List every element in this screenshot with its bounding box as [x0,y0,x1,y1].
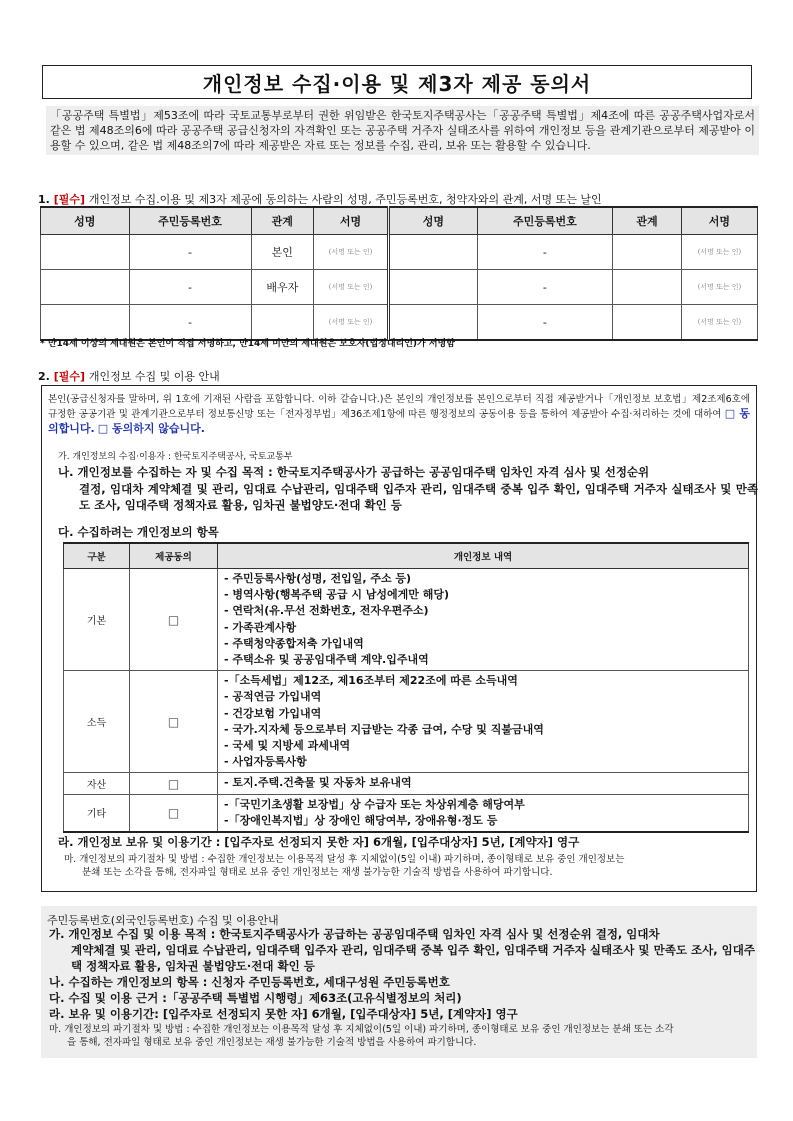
name-field[interactable] [389,270,478,305]
signature-table [40,206,758,341]
list-item: -「소득세법」제12조, 제16조부터 제22조에 따른 소득내역 [224,674,518,688]
list-item: - 국가.지자체 등으로부터 지급받는 각종 급여, 수당 및 직불금내역 [224,722,544,736]
signature-table-header [41,207,758,235]
rrn-field[interactable]: - [477,235,612,270]
page-title: 개인정보 수집·이용 및 제3자 제공 동의서 [42,65,752,99]
name-field[interactable] [41,235,130,270]
items-row-assets [64,773,749,794]
section2-required-tag: [필수] [53,370,85,383]
list-item: - 주민등록사항(성명, 전입일, 주소 등) [224,572,412,585]
rrn-notice-title: 주민등록번호(외국인등록번호) 수집 및 이용안내 [47,914,279,927]
section2-text: 개인정보 수집 및 이용 안내 [88,370,220,383]
consent-intro [48,393,750,437]
category-label: 기본 [64,569,130,671]
consent-intro-text: 본인(공급신청자를 말하며, 위 1호에 기재된 사람을 포함합니다. 이하 같습니다.)은 본인의 개인정보를 본인으로부터 직접 제공받거나「개인정보 보호법」제2조제6호에 규정한 공공기관 및 관계기관으로부터 정보통신망 또는「전자정부법」제36조제1항에 따른 행정정보의 공동이용 등을 통하여 제공받아 수집·처리하는 것에 대하여 [48,394,750,420]
signature-row [41,270,758,305]
header-name: 성명 [389,207,478,235]
list-item: - 주택청약종합저축 가입내역 [224,636,364,650]
header-rrn: 주민등록번호 [129,207,251,235]
name-field[interactable] [389,235,478,270]
header-relation: 관계 [613,207,682,235]
list-item: - 공적연금 가입내역 [224,690,322,704]
relation-field[interactable]: 배우자 [251,270,314,305]
header-signature: 서명 [314,207,389,235]
category-label: 기타 [64,794,130,832]
retention-period: 라. 개인정보 보유 및 이용기간 : [입주자로 선정되지 못한 자] 6개월, [입주대상자] 5년, [계약자] 영구 [58,835,580,849]
destruction-line: 마. 개인정보의 파기절차 및 방법 : 수집한 개인정보는 이용목적 달성 후 지체없이(5일 이내) 파기하며, 종이형태로 보유 중인 개인정보는 [64,854,625,865]
rrn-legal-basis: 다. 수집 및 이용 근거 :「공공주택 특별법 시행령」제63조(고유식별정보의 처리) [49,991,462,1005]
header-name: 성명 [41,207,130,235]
list-item: - 병역사항(행복주택 공급 시 남성에게만 해당) [224,588,450,602]
relation-field[interactable] [251,305,314,341]
relation-field[interactable] [613,270,682,305]
purpose-paragraph [58,464,758,514]
consent-checkbox[interactable]: □ [130,671,218,773]
header-relation: 관계 [251,207,314,235]
signature-row [41,305,758,341]
name-field[interactable] [41,270,130,305]
rrn-field[interactable]: - [477,270,612,305]
header-category: 구분 [64,543,130,569]
list-item: - 건강보험 가입내역 [224,706,322,720]
section1-required-tag: [필수] [53,193,85,206]
rrn-purpose-line: 가. 개인정보 수집 및 이용 목적 : 한국토지주택공사가 공급하는 공공임대주택 임차인 자격 심사 및 선정순위 결정, 임대차 [49,927,660,941]
rrn-items: 나. 수집하는 개인정보의 항목 : 신청자 주민등록번호, 세대구성원 주민등록번호 [49,975,450,989]
signature-field[interactable]: (서명 또는 인) [314,270,389,305]
header-details: 개인정보 내역 [218,543,749,569]
collector-line: 가. 개인정보의 수집·이용자 : 한국토지주택공사, 국토교통부 [58,452,293,462]
consent-checkbox[interactable]: □ [130,569,218,671]
rrn-field[interactable]: - [129,305,251,341]
list-item: - 가족관계사항 [224,620,297,634]
destruction-method [64,853,750,879]
category-label: 소득 [64,671,130,773]
rrn-retention: 라. 보유 및 이용기간: [입주자로 선정되지 못한 자] 6개월, [입주대상자] 5년, [계약자] 영구 [49,1007,518,1021]
destruction-continuation: 분쇄 또는 소각을 통해, 전자파일 형태로 보유 중인 개인정보는 재생 불가능한 기술적 방법을 사용하여 파기합니다. [82,867,553,878]
consent-box [41,385,757,892]
signature-field[interactable]: (서명 또는 인) [314,235,389,270]
purpose-line: 나. 개인정보를 수집하는 자 및 수집 목적 : 한국토지주택공사가 공급하는 공공임대주택 임차인 자격 심사 및 선정순위 [58,465,650,479]
rrn-notice-box [41,906,757,1058]
signature-field[interactable]: (서명 또는 인) [681,305,757,341]
signature-row [41,235,758,270]
rrn-purpose-continuation: 계약체결 및 관리, 임대료 수납관리, 임대주택 입주자 관리, 임대주택 중복 입주 확인, 임대주택 거주자 실태조사 및 만족도 조사, 임대주택 정책자료 활용, 임차권 불법양도·전대 확인 등 [71,943,755,973]
list-item: - 국세 및 지방세 과세내역 [224,739,351,753]
rrn-field[interactable]: - [129,235,251,270]
rrn-field[interactable]: - [477,305,612,341]
rrn-destruction-line: 마. 개인정보의 파기절차 및 방법 : 수집한 개인정보는 이용목적 달성 후 지체없이(5일 이내) 파기하며, 종이형태로 보유 중인 개인정보는 분쇄 또는 소각 [49,1024,674,1035]
category-label: 자산 [64,773,130,794]
items-row-basic [64,569,749,671]
item-list [218,569,749,671]
item-list [218,794,749,832]
consent-checkbox[interactable]: □ [130,773,218,794]
intro-paragraph: 「공공주택 특별법」제53조에 따라 국토교통부로부터 권한 위임받은 한국토지주택공사는「공공주택 특별법」제4조에 따른 공공주택사업자로서 같은 법 제48조의6에 따라 공공주택 공급신청자의 자격확인 또는 공공주택 거주자 실태조사를 위하여 개인정보 등을 관계기관으로부터 제공받아 이용할 수 있으며, 같은 법 제48조의7에 따라 제공받은 자료 또는 정보를 수집, 관리, 보유 또는 활용할 수 있습니다. [46,106,759,155]
section2-number: 2. [38,370,50,383]
header-signature: 서명 [681,207,757,235]
rrn-destruction [49,1023,753,1049]
section2-heading [38,368,220,384]
rrn-notice-body [49,926,755,1022]
items-row-other [64,794,749,832]
section1-text: 개인정보 수집.이용 및 제3자 제공에 동의하는 사람의 성명, 주민등록번호, 청약자와의 관계, 서명 또는 날인 [88,193,602,206]
item-list [218,773,749,794]
items-table [63,542,749,833]
name-field[interactable] [41,305,130,341]
signature-field[interactable]: (서명 또는 인) [314,305,389,341]
rrn-field[interactable]: - [129,270,251,305]
list-item: - 사업자등록사항 [224,755,307,769]
relation-field[interactable] [613,235,682,270]
list-item: - 주택소유 및 공공임대주택 계약.입주내역 [224,653,429,667]
name-field[interactable] [389,305,478,341]
signature-field[interactable]: (서명 또는 인) [681,270,757,305]
relation-field[interactable] [613,305,682,341]
disagree-checkbox[interactable]: □ 동의하지 않습니다. [97,422,205,435]
items-table-header [64,543,749,569]
rrn-destruction-continuation: 을 통해, 전자파일 형태로 보유 중인 개인정보는 재생 불가능한 기술적 방법을 사용하여 파기합니다. [67,1037,477,1048]
purpose-continuation: 결정, 임대차 계약체결 및 관리, 임대료 수납관리, 임대주택 입주자 관리, 임대주택 중복 입주 확인, 임대주택 거주자 실태조사 및 만족도 조사, 임대주택 정책자료 활용, 임차권 불법양도·전대 확인 등 [79,481,758,512]
agree-checkbox[interactable]: □ 동의합니다. [48,407,750,435]
section1-heading [38,191,602,207]
list-item: - 토지.주택.건축물 및 자동차 보유내역 [224,776,412,790]
header-rrn: 주민등록번호 [477,207,612,235]
list-item: - 연락처(유.무선 전화번호, 전자우편주소) [224,604,429,618]
items-row-income [64,671,749,773]
list-item: -「장애인복지법」상 장애인 해당여부, 장애유형·정도 등 [224,813,498,827]
consent-checkbox[interactable]: □ [130,794,218,832]
items-heading: 다. 수집하려는 개인정보의 항목 [58,525,219,539]
relation-field[interactable]: 본인 [251,235,314,270]
signature-note: * 만14세 이상의 세대원은 본인이 직접 서명하고, 만14세 미만의 세대원은 보호자(법정대리인)가 서명함 [40,339,455,349]
header-consent: 제공동의 [130,543,218,569]
signature-field[interactable]: (서명 또는 인) [681,235,757,270]
list-item: -「국민기초생활 보장법」상 수급자 또는 차상위계층 해당여부 [224,797,525,811]
item-list [218,671,749,773]
section1-number: 1. [38,193,50,206]
